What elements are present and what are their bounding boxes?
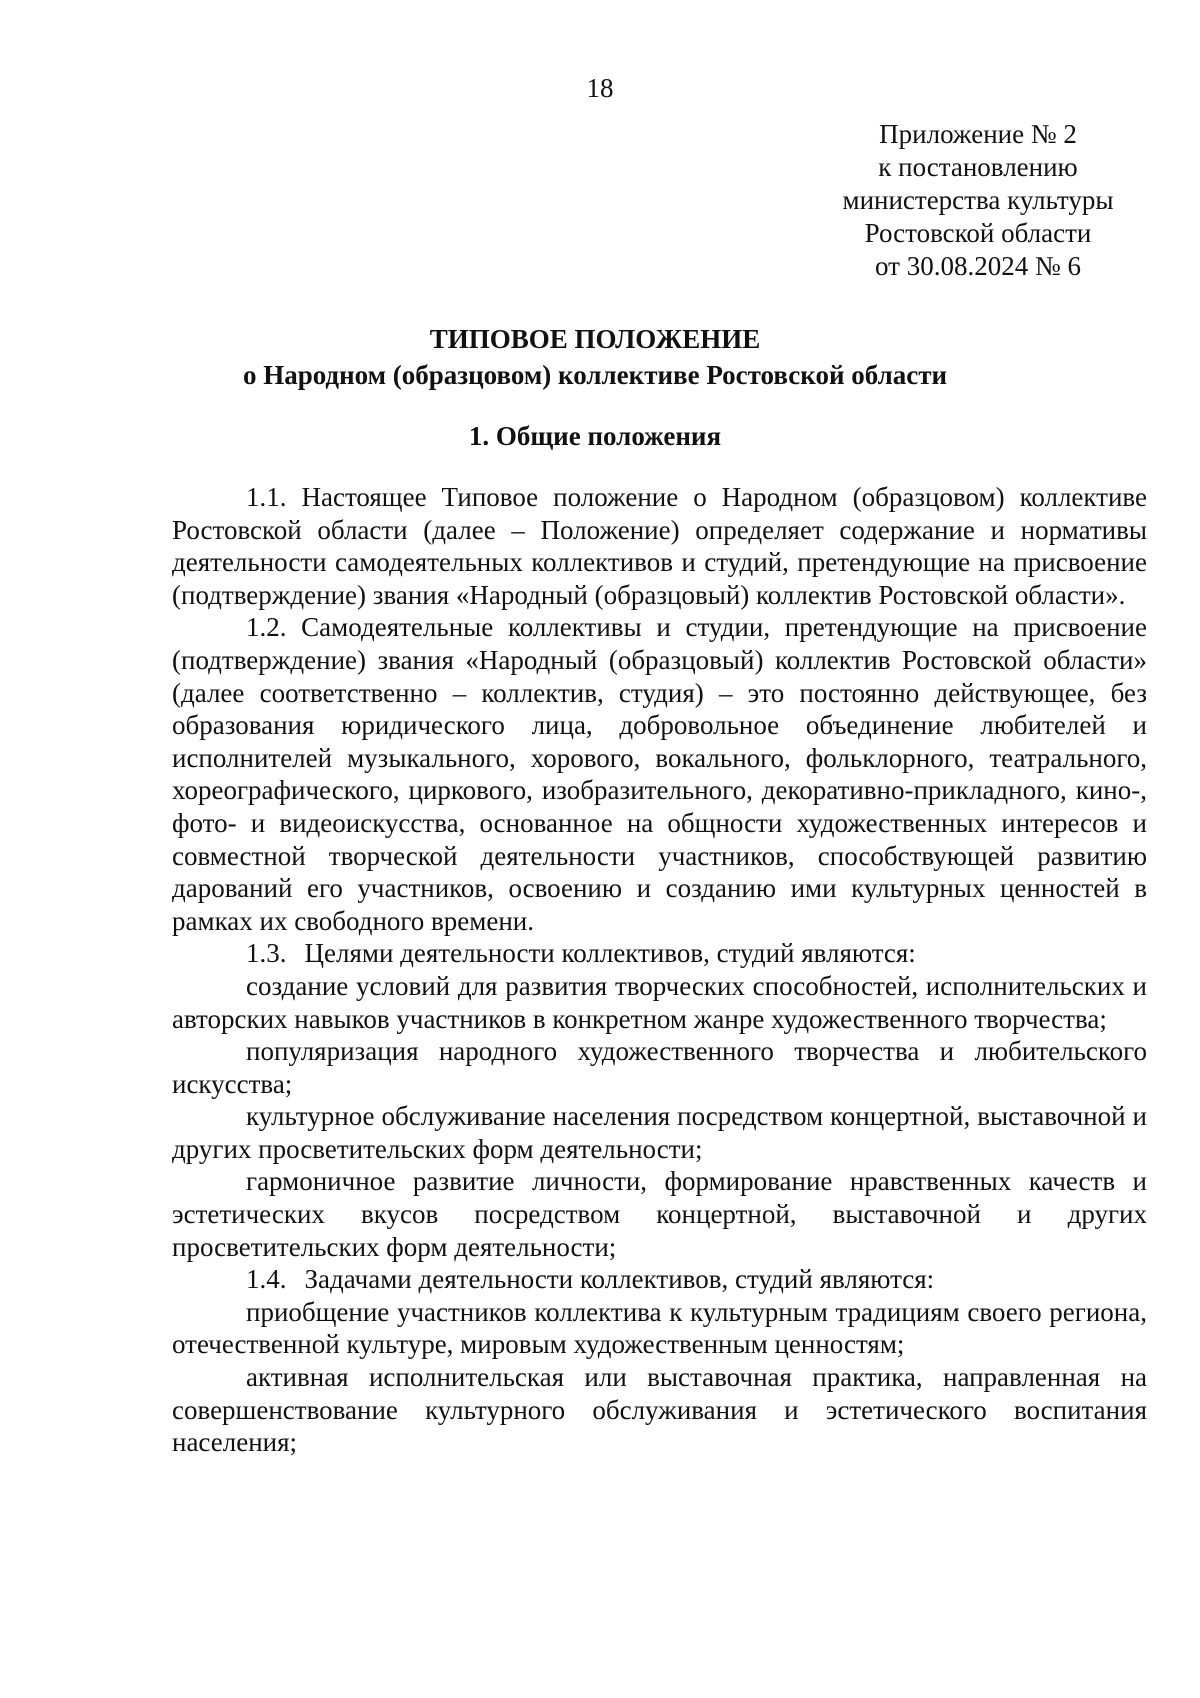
document-body: [172, 481, 1147, 1459]
goal-item: создание условий для развития творческих способностей, исполнительских и авторских навыков участников в конкретном жанре художественного творчества;: [172, 970, 1147, 1034]
section-heading: 1. Общие положения: [468, 421, 722, 451]
paragraph-1-3: [172, 937, 1147, 970]
task-item: приобщение участников коллектива к культурным традициям своего региона, отечественной культуре, мировым художественным ценностям;: [172, 1296, 1147, 1360]
appendix-line: к постановлению: [878, 152, 1078, 182]
appendix-header: [808, 118, 1148, 283]
appendix-line: Приложение № 2: [879, 119, 1077, 149]
paragraph-1-4: [172, 1263, 1147, 1296]
task-item: активная исполнительская или выставочная практика, направленная на совершенствование культурного обслуживания и эстетического воспитания населения;: [172, 1362, 1147, 1458]
goal-item: гармоничное развитие личности, формирование нравственных качеств и эстетических вкусов посредством концертной, выставочной и других просветительских форм деятельности;: [172, 1166, 1147, 1262]
title-main: ТИПОВОЕ ПОЛОЖЕНИЕ: [429, 324, 761, 354]
item-number: 1.4.: [246, 1264, 287, 1295]
appendix-line: министерства культуры: [842, 185, 1114, 215]
document-title: [170, 321, 1020, 393]
item-number: 1.3.: [246, 938, 287, 969]
item-text: Задачами деятельности коллективов, студий являются:: [304, 1264, 935, 1295]
appendix-line: Ростовской области: [864, 218, 1092, 248]
paragraph-1-2: 1.2. Самодеятельные коллективы и студии, претендующие на присвоение (подтверждение) звания «Народный (образцовый) коллектив Ростовской области» (далее соответственно – коллектив, студия) – это постоянно действующее, без образования юридического лица, добровольное объединение любителей и исполнителей музыкального, хорового, вокального, фольклорного, театрального, хореографического, циркового, изобразительного, декоративно-прикладного, кино-, фото- и видеоискусства, основанное на общности художественных интересов и совместной творческой деятельности участников, способствующей развитию дарований его участников, освоению и созданию ими культурных ценностей в рамках их свободного времени.: [172, 612, 1147, 936]
item-text: Целями деятельности коллективов, студий являются:: [304, 938, 916, 969]
title-sub: о Народном (образцовом) коллективе Ростовской области: [242, 360, 948, 390]
appendix-line: от 30.08.2024 № 6: [875, 251, 1081, 281]
paragraph-1-1: 1.1. Настоящее Типовое положение о Народном (образцовом) коллективе Ростовской области (далее – Положение) определяет содержание и нормативы деятельности самодеятельных коллективов и студий, претендующие на присвоение (подтверждение) звания «Народный (образцовый) коллектив Ростовской области».: [172, 482, 1147, 610]
goal-item: популяризация народного художественного творчества и любительского искусства;: [172, 1036, 1147, 1099]
goal-item: культурное обслуживание населения посредством концертной, выставочной и других просветительских форм деятельности;: [172, 1101, 1147, 1164]
page-number: 18: [586, 73, 614, 103]
